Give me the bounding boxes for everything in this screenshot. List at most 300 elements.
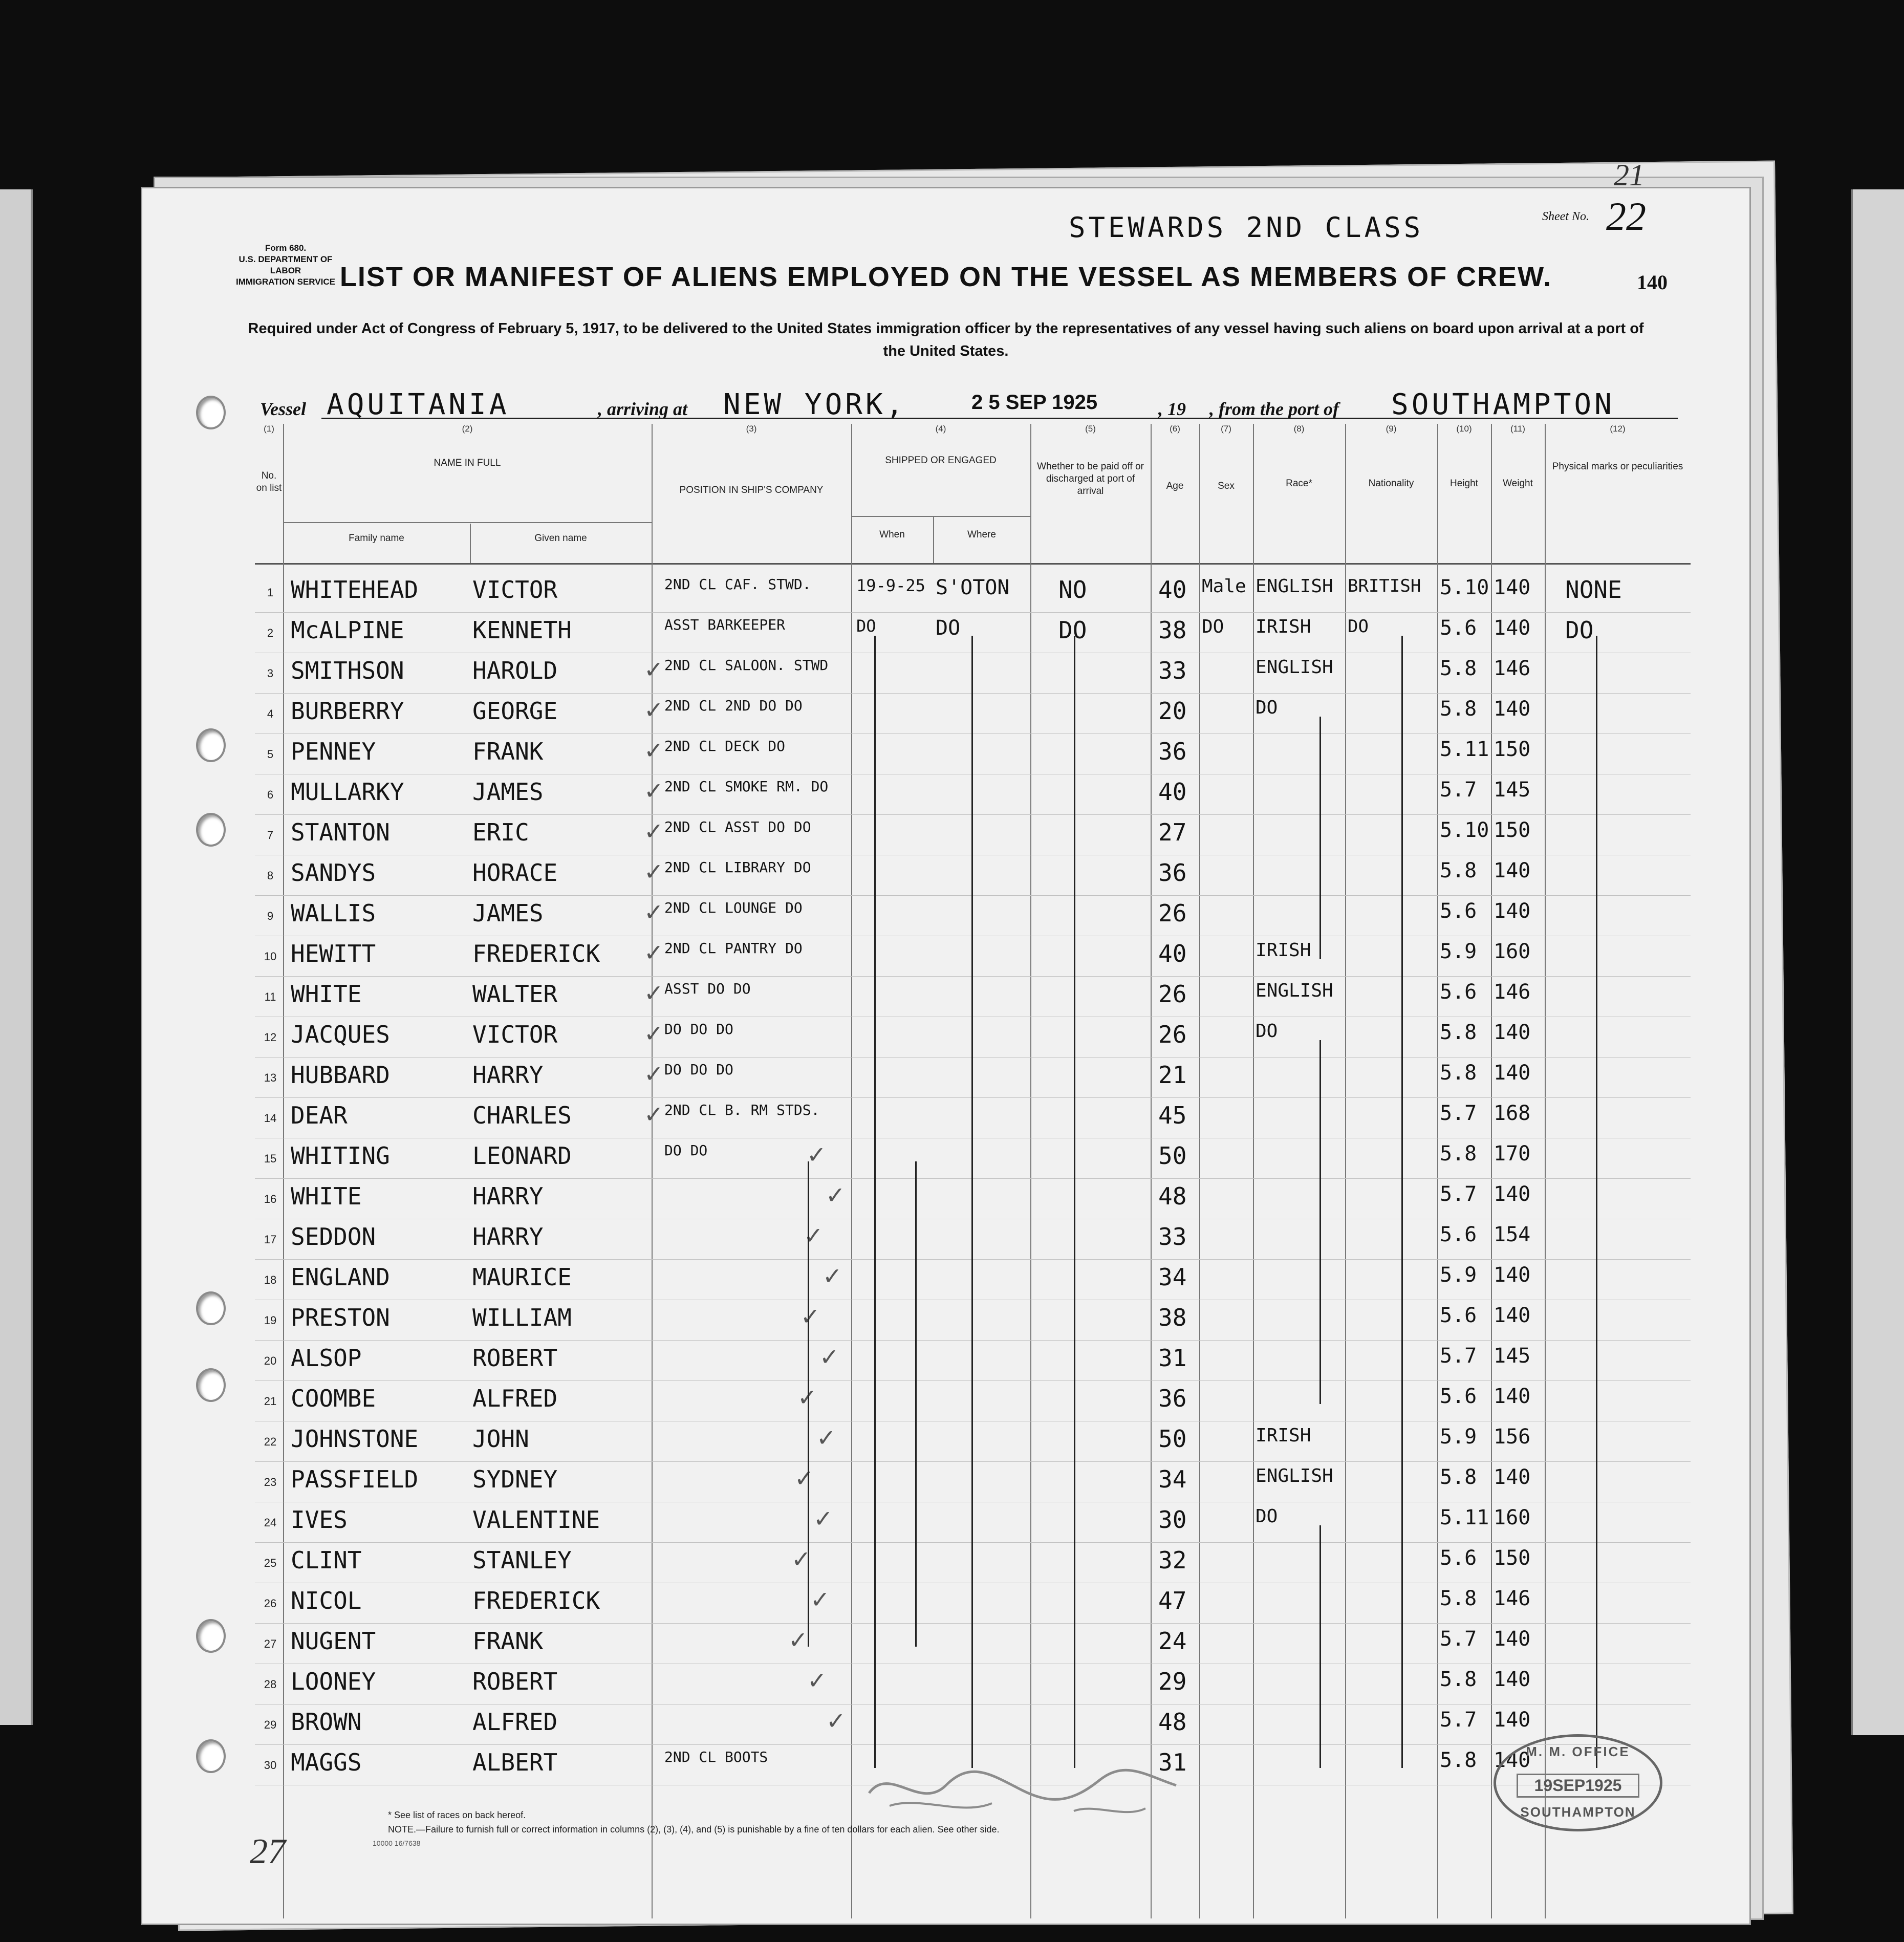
given-name: FRANK <box>472 1627 544 1655</box>
age: 27 <box>1158 818 1187 846</box>
height: 5.6 <box>1440 1223 1477 1246</box>
family-name: BURBERRY <box>291 697 404 725</box>
arrival-port: NEW YORK, <box>723 388 906 421</box>
height: 5.7 <box>1440 1344 1477 1368</box>
ditto-line <box>971 636 973 1768</box>
row-number: 15 <box>264 1152 277 1165</box>
given-name: LEONARD <box>472 1142 572 1170</box>
height: 5.8 <box>1440 657 1477 680</box>
col-header-weight: Weight <box>1503 478 1533 489</box>
family-name: PENNEY <box>291 738 376 765</box>
sex: DO <box>1202 616 1224 637</box>
given-name: MAURICE <box>472 1263 572 1291</box>
height: 5.6 <box>1440 1385 1477 1408</box>
family-name: LOONEY <box>291 1668 376 1695</box>
given-name: VALENTINE <box>472 1506 600 1534</box>
family-name: SANDYS <box>291 859 376 887</box>
position: 2ND CL 2ND DO DO <box>664 697 803 714</box>
check-mark: ✓ <box>644 778 664 804</box>
age: 36 <box>1158 859 1187 887</box>
height: 5.10 <box>1440 818 1489 842</box>
given-name: WILLIAM <box>472 1304 572 1331</box>
given-name: JAMES <box>472 778 544 806</box>
position: 2ND CL SMOKE RM. DO <box>664 778 829 795</box>
check-mark: ✓ <box>800 1303 820 1330</box>
position: 2ND CL B. RM STDS. <box>664 1102 820 1118</box>
weight: 140 <box>1494 1385 1531 1408</box>
col-num: (4) <box>935 424 946 434</box>
weight: 140 <box>1494 859 1531 882</box>
punch-hole <box>196 1368 226 1402</box>
row-number: 12 <box>264 1031 277 1044</box>
row-number: 18 <box>264 1274 277 1286</box>
age: 50 <box>1158 1425 1187 1453</box>
age: 36 <box>1158 1385 1187 1412</box>
arriving-label: , arriving at <box>598 399 688 419</box>
weight: 140 <box>1494 1021 1531 1044</box>
family-name: NUGENT <box>291 1627 376 1655</box>
col-header-paid-off: Whether to be paid off or discharged at port of arrival <box>1037 461 1144 497</box>
weight: 150 <box>1494 738 1531 761</box>
age: 50 <box>1158 1142 1187 1170</box>
weight: 140 <box>1494 697 1531 721</box>
check-mark: ✓ <box>644 858 664 885</box>
given-name: ALFRED <box>472 1385 558 1412</box>
check-mark: ✓ <box>826 1708 846 1734</box>
height: 5.7 <box>1440 1102 1477 1125</box>
sheet-number: 22 <box>1606 194 1646 239</box>
page-title: LIST OR MANIFEST OF ALIENS EMPLOYED ON THE VESSEL AS MEMBERS OF CREW. <box>339 262 1552 292</box>
nationality: BRITISH <box>1348 576 1421 596</box>
given-name: HARRY <box>472 1061 544 1089</box>
family-name: STANTON <box>291 818 390 846</box>
height: 5.7 <box>1440 1182 1477 1206</box>
ditto-line <box>808 1161 809 1647</box>
ditto-line <box>1401 636 1403 1768</box>
weight: 145 <box>1494 778 1531 802</box>
check-mark: ✓ <box>823 1263 842 1289</box>
age: 47 <box>1158 1587 1187 1614</box>
check-mark: ✓ <box>797 1384 817 1411</box>
row-number: 29 <box>264 1718 277 1731</box>
given-name: WALTER <box>472 980 558 1008</box>
position: 2ND CL LIBRARY DO <box>664 859 811 876</box>
ditto-line <box>1319 1525 1321 1768</box>
check-mark: ✓ <box>807 1141 827 1168</box>
position: 2ND CL BOOTS <box>664 1749 768 1765</box>
ditto-line <box>1074 636 1075 1768</box>
given-name: SYDNEY <box>472 1465 558 1493</box>
punch-hole <box>196 1619 226 1653</box>
race: IRISH <box>1256 616 1311 637</box>
punch-hole <box>196 813 226 847</box>
race: IRISH <box>1256 940 1311 961</box>
height: 5.8 <box>1440 1021 1477 1044</box>
given-name: KENNETH <box>472 616 572 644</box>
age: 31 <box>1158 1344 1187 1372</box>
row-number: 14 <box>264 1112 277 1125</box>
position: DO DO DO <box>664 1021 733 1038</box>
punch-hole <box>196 396 226 429</box>
weight: 146 <box>1494 1587 1531 1610</box>
given-name: STANLEY <box>472 1546 572 1574</box>
check-mark: ✓ <box>791 1546 811 1572</box>
page-number: 140 <box>1637 271 1668 294</box>
family-name: CLINT <box>291 1546 362 1574</box>
check-mark: ✓ <box>807 1667 827 1694</box>
given-name: FREDERICK <box>472 940 600 967</box>
year-label: , 19 <box>1158 399 1186 419</box>
col-header-height: Height <box>1450 478 1478 489</box>
col-header-physical-marks: Physical marks or peculiarities <box>1552 461 1683 472</box>
row-number: 3 <box>267 667 274 680</box>
check-mark: ✓ <box>644 1061 664 1087</box>
col-header-position: POSITION IN SHIP'S COMPANY <box>679 485 824 495</box>
family-name: IVES <box>291 1506 348 1534</box>
height: 5.8 <box>1440 1587 1477 1610</box>
vessel-name: AQUITANIA <box>327 388 510 421</box>
check-mark: ✓ <box>794 1465 814 1492</box>
check-mark: ✓ <box>810 1586 830 1613</box>
position: ASST BARKEEPER <box>664 616 786 633</box>
row-number: 7 <box>267 829 274 841</box>
race: ENGLISH <box>1256 576 1333 597</box>
col-num: (11) <box>1510 424 1525 434</box>
family-name: SMITHSON <box>291 657 404 684</box>
check-mark: ✓ <box>644 737 664 764</box>
weight: 140 <box>1494 1061 1531 1085</box>
height: 5.11 <box>1440 1506 1489 1529</box>
stray-mark: 27 <box>250 1832 286 1871</box>
given-name: VICTOR <box>472 1021 558 1048</box>
paid-off: DO <box>1058 616 1087 644</box>
age: 40 <box>1158 778 1187 806</box>
race: ENGLISH <box>1256 980 1333 1001</box>
row-number: 20 <box>264 1354 277 1367</box>
weight: 140 <box>1494 1465 1531 1489</box>
weight: 156 <box>1494 1425 1531 1449</box>
age: 40 <box>1158 940 1187 967</box>
weight: 140 <box>1494 899 1531 923</box>
row-number: 10 <box>264 950 277 963</box>
shipped-when: 19-9-25 <box>856 576 925 595</box>
crew-table <box>255 424 1691 1918</box>
given-name: GEORGE <box>472 697 558 725</box>
col-num: (12) <box>1610 424 1626 434</box>
manifest-sheet <box>141 158 1751 1925</box>
height: 5.9 <box>1440 1425 1477 1449</box>
age: 31 <box>1158 1749 1187 1776</box>
given-name: HORACE <box>472 859 558 887</box>
age: 34 <box>1158 1263 1187 1291</box>
page-subtitle: Required under Act of Congress of February 5, 1917, to be delivered to the United States immigration officer by the representatives of any vessel having such aliens on board upon arrival at a port of the United States. <box>248 320 1644 359</box>
sheet-number-crossed: 21 <box>1614 158 1645 192</box>
adjacent-page-left <box>0 189 33 1725</box>
check-mark: ✓ <box>819 1344 839 1370</box>
row-number: 17 <box>264 1233 277 1246</box>
adjacent-page-right <box>1851 189 1904 1735</box>
footnote: * See list of races on back hereof. NOTE.—Failure to furnish full or correct information in columns (2), (3), (4), and (5) is punishable by a fine of ten dollars for each alien. See other side. <box>388 1810 1000 1835</box>
col-header-sex: Sex <box>1218 481 1235 491</box>
paid-off: NO <box>1058 576 1087 603</box>
given-name: ROBERT <box>472 1668 558 1695</box>
age: 29 <box>1158 1668 1187 1695</box>
given-name: ALFRED <box>472 1708 558 1736</box>
weight: 140 <box>1494 1263 1531 1287</box>
nationality: DO <box>1348 616 1369 637</box>
ditto-line <box>1596 636 1597 1768</box>
inspector-signature <box>859 1744 1192 1821</box>
col-header-given-name: Given name <box>534 533 587 544</box>
col-header-family-name: Family name <box>349 533 404 544</box>
race: DO <box>1256 1021 1278 1042</box>
weight: 140 <box>1494 1304 1531 1327</box>
given-name: FRANK <box>472 738 544 765</box>
weight: 160 <box>1494 940 1531 963</box>
check-mark: ✓ <box>788 1627 808 1653</box>
check-mark: ✓ <box>644 697 664 723</box>
row-number: 16 <box>264 1193 277 1205</box>
ditto-line <box>1319 1040 1321 1404</box>
check-mark: ✓ <box>826 1182 846 1209</box>
given-name: HARRY <box>472 1182 544 1210</box>
print-code: 10000 16/7638 <box>373 1839 421 1847</box>
family-name: McALPINE <box>291 616 404 644</box>
race: DO <box>1256 697 1278 718</box>
height: 5.8 <box>1440 1061 1477 1085</box>
row-number: 19 <box>264 1314 277 1327</box>
sheet-number-label: Sheet No. <box>1542 210 1589 223</box>
age: 30 <box>1158 1506 1187 1534</box>
age: 26 <box>1158 899 1187 927</box>
family-name: WHITING <box>291 1142 390 1170</box>
weight: 140 <box>1494 1182 1531 1206</box>
vessel-line <box>260 388 1678 419</box>
col-num: (3) <box>746 424 757 434</box>
age: 48 <box>1158 1708 1187 1736</box>
height: 5.8 <box>1440 859 1477 882</box>
check-mark: ✓ <box>644 818 664 845</box>
age: 38 <box>1158 616 1187 644</box>
age: 26 <box>1158 980 1187 1008</box>
family-name: MULLARKY <box>291 778 404 806</box>
punch-hole <box>196 1291 226 1325</box>
height: 5.9 <box>1440 940 1477 963</box>
family-name: WHITEHEAD <box>291 576 419 603</box>
height: 5.6 <box>1440 980 1477 1004</box>
race: ENGLISH <box>1256 657 1333 678</box>
family-name: PASSFIELD <box>291 1465 419 1493</box>
height: 5.9 <box>1440 1263 1477 1287</box>
row-number: 11 <box>264 990 276 1003</box>
from-label: , from the port of <box>1209 399 1339 419</box>
col-header-when: When <box>879 529 905 540</box>
row-number: 25 <box>264 1557 277 1569</box>
height: 5.6 <box>1440 1546 1477 1570</box>
height: 5.8 <box>1440 1465 1477 1489</box>
age: 33 <box>1158 1223 1187 1250</box>
col-num: (8) <box>1293 424 1305 434</box>
position: 2ND CL SALOON. STWD <box>664 657 829 674</box>
given-name: ROBERT <box>472 1344 558 1372</box>
check-mark: ✓ <box>813 1505 833 1532</box>
position: 2ND CL CAF. STWD. <box>664 576 811 593</box>
weight: 154 <box>1494 1223 1531 1246</box>
row-number: 2 <box>267 627 274 639</box>
check-mark: ✓ <box>644 980 664 1006</box>
col-header-where: Where <box>967 529 996 540</box>
row-number: 24 <box>264 1516 277 1529</box>
col-num: (6) <box>1170 424 1180 434</box>
check-mark: ✓ <box>644 656 664 683</box>
height: 5.8 <box>1440 1668 1477 1691</box>
race: DO <box>1256 1506 1278 1527</box>
age: 20 <box>1158 697 1187 725</box>
height: 5.11 <box>1440 738 1489 761</box>
age: 38 <box>1158 1304 1187 1331</box>
shipped-where: S'OTON <box>936 576 1010 599</box>
col-num: (5) <box>1085 424 1096 434</box>
family-name: JACQUES <box>291 1021 390 1048</box>
age: 40 <box>1158 576 1187 603</box>
age: 33 <box>1158 657 1187 684</box>
ditto-line <box>915 1161 917 1647</box>
height: 5.7 <box>1440 778 1477 802</box>
physical-marks: DO <box>1565 616 1594 644</box>
ditto-line <box>874 636 876 1768</box>
given-name: HARRY <box>472 1223 544 1250</box>
age: 36 <box>1158 738 1187 765</box>
col-num: (1) <box>264 424 274 434</box>
family-name: BROWN <box>291 1708 362 1736</box>
race: ENGLISH <box>1256 1465 1333 1486</box>
height: 5.6 <box>1440 616 1477 640</box>
family-name: WHITE <box>291 980 362 1008</box>
age: 34 <box>1158 1465 1187 1493</box>
row-number: 1 <box>267 586 274 599</box>
given-name: ERIC <box>472 818 529 846</box>
form-number: Form 680. U.S. DEPARTMENT OF LABOR IMMIGRATION SERVICE <box>236 243 335 287</box>
weight: 170 <box>1494 1142 1531 1166</box>
height: 5.8 <box>1440 1749 1477 1772</box>
row-number: 9 <box>267 910 274 922</box>
height: 5.7 <box>1440 1627 1477 1651</box>
weight: 140 <box>1494 1749 1531 1772</box>
weight: 146 <box>1494 980 1531 1004</box>
weight: 140 <box>1494 616 1531 640</box>
position: 2ND CL PANTRY DO <box>664 940 803 957</box>
shipped-when: DO <box>856 616 876 636</box>
family-name: PRESTON <box>291 1304 390 1331</box>
col-header-number: No. on list <box>256 470 282 493</box>
check-mark: ✓ <box>644 899 664 925</box>
row-number: 8 <box>267 869 274 882</box>
age: 32 <box>1158 1546 1187 1574</box>
given-name: CHARLES <box>472 1102 572 1129</box>
position: DO DO DO <box>664 1061 733 1078</box>
age: 45 <box>1158 1102 1187 1129</box>
departure-port: SOUTHAMPTON <box>1391 388 1615 421</box>
row-number: 21 <box>264 1395 277 1408</box>
weight: 160 <box>1494 1506 1531 1529</box>
height: 5.8 <box>1440 1142 1477 1166</box>
row-number: 23 <box>264 1476 277 1488</box>
age: 48 <box>1158 1182 1187 1210</box>
weight: 140 <box>1494 576 1531 599</box>
family-name: NICOL <box>291 1587 362 1614</box>
family-name: WHITE <box>291 1182 362 1210</box>
ditto-line <box>1319 717 1321 959</box>
check-mark: ✓ <box>644 1020 664 1047</box>
given-name: VICTOR <box>472 576 558 603</box>
age: 21 <box>1158 1061 1187 1089</box>
physical-marks: NONE <box>1565 576 1622 603</box>
section-header: STEWARDS 2ND CLASS <box>1069 211 1424 244</box>
arrival-date: 2 5 SEP 1925 <box>971 391 1098 414</box>
check-mark: ✓ <box>644 1101 664 1128</box>
family-name: WALLIS <box>291 899 376 927</box>
check-mark: ✓ <box>816 1425 836 1451</box>
family-name: COOMBE <box>291 1385 376 1412</box>
weight: 140 <box>1494 1668 1531 1691</box>
weight: 140 <box>1494 1627 1531 1651</box>
check-mark: ✓ <box>804 1222 824 1249</box>
given-name: FREDERICK <box>472 1587 600 1614</box>
row-number: 30 <box>264 1759 277 1772</box>
weight: 150 <box>1494 818 1531 842</box>
age: 24 <box>1158 1627 1187 1655</box>
height: 5.6 <box>1440 1304 1477 1327</box>
position: ASST DO DO <box>664 980 751 997</box>
shipped-where: DO <box>936 616 961 640</box>
col-header-shipped: SHIPPED OR ENGAGED <box>885 455 997 466</box>
office-stamp: M. M. OFFICE 19SEP1925 SOUTHAMPTON <box>1494 1734 1662 1831</box>
position: DO DO <box>664 1142 708 1159</box>
age: 26 <box>1158 1021 1187 1048</box>
height: 5.6 <box>1440 899 1477 923</box>
col-num: (10) <box>1456 424 1472 434</box>
given-name: JOHN <box>472 1425 529 1453</box>
family-name: JOHNSTONE <box>291 1425 419 1453</box>
height: 5.7 <box>1440 1708 1477 1732</box>
given-name: JAMES <box>472 899 544 927</box>
position: 2ND CL LOUNGE DO <box>664 899 803 916</box>
family-name: HUBBARD <box>291 1061 390 1089</box>
col-num: (9) <box>1386 424 1397 434</box>
position: 2ND CL DECK DO <box>664 738 786 754</box>
punch-hole <box>196 728 226 762</box>
col-header-age: Age <box>1166 481 1184 491</box>
row-number: 13 <box>264 1071 277 1084</box>
col-num: (2) <box>462 424 473 434</box>
race: IRISH <box>1256 1425 1311 1446</box>
row-number: 26 <box>264 1597 277 1610</box>
given-name: HAROLD <box>472 657 558 684</box>
family-name: HEWITT <box>291 940 376 967</box>
row-number: 22 <box>264 1435 277 1448</box>
height: 5.8 <box>1440 697 1477 721</box>
col-header-nationality: Nationality <box>1368 478 1414 489</box>
given-name: ALBERT <box>472 1749 558 1776</box>
weight: 140 <box>1494 1708 1531 1732</box>
vessel-label: Vessel <box>260 399 306 419</box>
weight: 145 <box>1494 1344 1531 1368</box>
punch-hole <box>196 1739 226 1773</box>
height: 5.10 <box>1440 576 1489 599</box>
sex: Male <box>1202 576 1246 597</box>
weight: 150 <box>1494 1546 1531 1570</box>
weight: 146 <box>1494 657 1531 680</box>
